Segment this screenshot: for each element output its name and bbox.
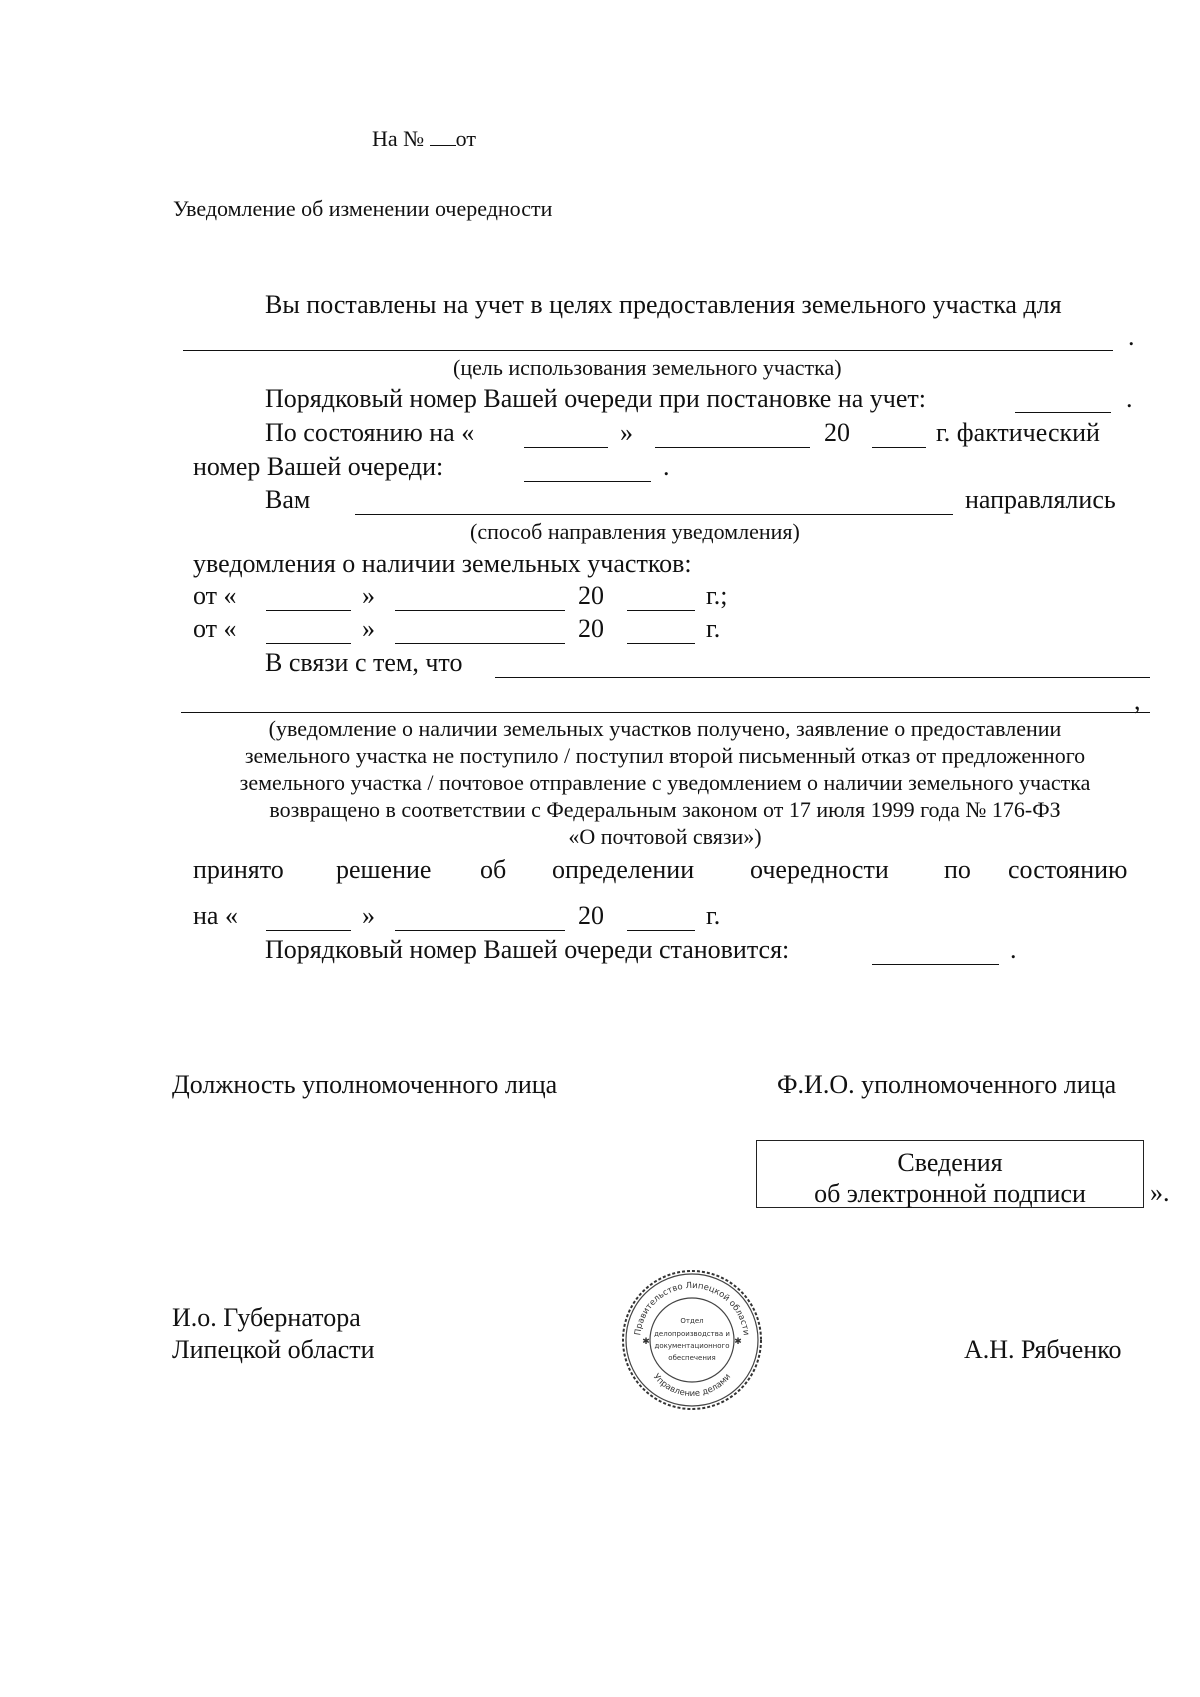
reason-label: В связи с тем, что bbox=[265, 648, 463, 677]
state-date-day-line bbox=[524, 447, 608, 448]
state-date-label: По состоянию на « bbox=[265, 418, 475, 447]
decision-date-quote: » bbox=[362, 901, 375, 930]
queue-number-initial-label: Порядковый номер Вашей очереди при постановке на учет: bbox=[265, 384, 927, 413]
new-queue-end: . bbox=[1010, 935, 1017, 964]
new-queue-label: Порядковый номер Вашей очереди становится: bbox=[265, 935, 790, 964]
date1-quote: » bbox=[362, 581, 375, 610]
decision-word-7: состоянию bbox=[1008, 855, 1128, 884]
official-stamp bbox=[620, 1268, 764, 1412]
reason-caption-line-3: земельного участка / почтовое отправление с уведомлением о наличии земельного участка bbox=[239, 770, 1091, 795]
stamp-inner-line-4: обеспечения bbox=[668, 1354, 716, 1362]
date2-century: 20 bbox=[578, 614, 604, 643]
actual-queue-line bbox=[524, 481, 651, 482]
document-title: Уведомление об изменении очередности bbox=[173, 196, 553, 221]
reason-caption-line-5: «О почтовой связи») bbox=[568, 824, 762, 849]
date1-century: 20 bbox=[578, 581, 604, 610]
signature-box-line-1: Сведения bbox=[897, 1148, 1003, 1177]
stamp-top-text: Правительство Липецкой области bbox=[633, 1280, 751, 1337]
decision-date-year-line bbox=[627, 930, 695, 931]
decision-word-1: принято bbox=[193, 855, 284, 884]
date2-g: г. bbox=[706, 614, 721, 643]
notifications-land-label: уведомления о наличии земельных участков: bbox=[193, 549, 692, 578]
date2-month-line bbox=[395, 643, 565, 644]
actual-queue-label: номер Вашей очереди: bbox=[193, 452, 444, 481]
decision-word-2: решение bbox=[336, 855, 432, 884]
date1-month-line bbox=[395, 610, 565, 611]
notification-method-caption: (способ направления уведомления) bbox=[470, 519, 800, 544]
decision-word-6: по bbox=[944, 855, 971, 884]
date1-year-line bbox=[627, 610, 695, 611]
paragraph-purpose: Вы поставлены на учет в целях предоставления земельного участка для bbox=[265, 290, 1062, 319]
reason-comma: , bbox=[1134, 686, 1141, 715]
notification-method-line bbox=[355, 514, 953, 515]
decision-date-g: г. bbox=[706, 901, 721, 930]
date2-year-line bbox=[627, 643, 695, 644]
queue-number-initial-end: . bbox=[1126, 384, 1133, 413]
decision-word-3: об bbox=[480, 855, 507, 884]
reason-line-1 bbox=[495, 677, 1150, 678]
actual-queue-end: . bbox=[663, 452, 670, 481]
reason-line-2 bbox=[181, 712, 1150, 713]
date1-day-line bbox=[266, 610, 351, 611]
governor-title-line-1: И.о. Губернатора bbox=[172, 1303, 361, 1332]
state-date-year-line bbox=[872, 447, 926, 448]
electronic-signature-box bbox=[756, 1140, 1144, 1208]
date2-quote: » bbox=[362, 614, 375, 643]
purpose-fill-line bbox=[183, 350, 1113, 351]
svg-text:Управление делами bbox=[651, 1372, 733, 1399]
notification-sent: направлялись bbox=[965, 485, 1116, 514]
decision-date-month-line bbox=[395, 930, 565, 931]
date2-from: от « bbox=[193, 614, 237, 643]
decision-word-5: очередности bbox=[750, 855, 889, 884]
state-date-century: 20 bbox=[824, 418, 850, 447]
date1-g: г.; bbox=[706, 581, 728, 610]
stamp-inner-line-1: Отдел bbox=[680, 1317, 704, 1325]
notification-vam: Вам bbox=[265, 485, 311, 514]
authorized-position: Должность уполномоченного лица bbox=[172, 1070, 558, 1099]
signature-box-line-2: об электронной подписи bbox=[814, 1179, 1086, 1208]
authorized-fio: Ф.И.О. уполномоченного лица bbox=[777, 1070, 1117, 1099]
signature-box-end: ». bbox=[1150, 1178, 1170, 1207]
purpose-caption: (цель использования земельного участка) bbox=[453, 355, 842, 380]
new-queue-line bbox=[872, 964, 999, 965]
queue-number-initial-line bbox=[1015, 412, 1111, 413]
state-date-month-line bbox=[655, 447, 810, 448]
reason-caption-line-4: возвращено в соответствии с Федеральным законом от 17 июля 1999 года № 176-ФЗ bbox=[269, 797, 1061, 822]
governor-title-line-2: Липецкой области bbox=[172, 1335, 375, 1364]
governor-name: А.Н. Рябченко bbox=[964, 1335, 1122, 1364]
stamp-bottom-text: Управление делами bbox=[650, 1371, 734, 1400]
decision-date-century: 20 bbox=[578, 901, 604, 930]
decision-date-na: на « bbox=[193, 901, 238, 930]
purpose-end-dot: . bbox=[1128, 322, 1135, 351]
state-date-tail: г. фактический bbox=[936, 418, 1100, 447]
stamp-star-icon: ✱ bbox=[734, 1337, 742, 1347]
date1-from: от « bbox=[193, 581, 237, 610]
decision-date-day-line bbox=[266, 930, 351, 931]
stamp-inner-line-3: документационного bbox=[654, 1342, 730, 1350]
reason-caption-line-2: земельного участка не поступило / поступил второй письменный отказ от предложенного bbox=[244, 743, 1086, 768]
reason-caption-line-1: (уведомление о наличии земельных участков получено, заявление о предоставлении bbox=[268, 716, 1062, 741]
date2-day-line bbox=[266, 643, 351, 644]
stamp-star-icon: ✱ bbox=[642, 1337, 650, 1347]
stamp-inner-line-2: делопроизводства и bbox=[654, 1330, 730, 1338]
reference-number-label: На № от bbox=[372, 126, 476, 151]
state-date-quote: » bbox=[620, 418, 633, 447]
decision-word-4: определении bbox=[552, 855, 695, 884]
